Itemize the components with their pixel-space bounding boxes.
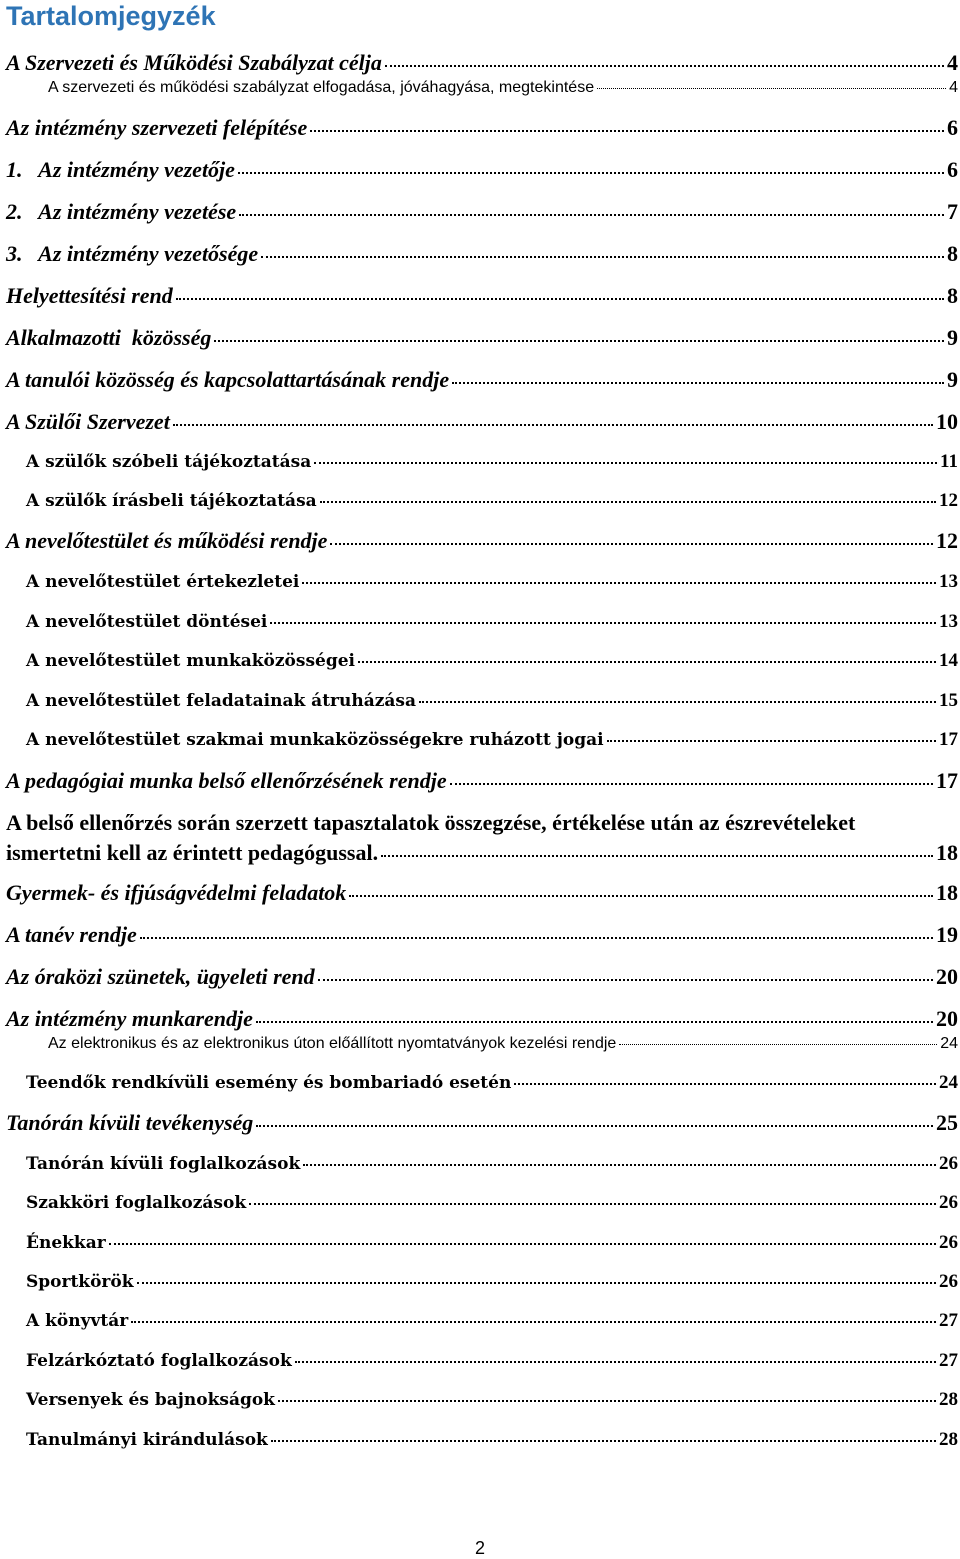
- toc-entry-label: Felzárkóztató foglalkozások: [26, 1351, 292, 1371]
- page-title: Tartalomjegyzék: [6, 1, 216, 31]
- toc-entry[interactable]: [6, 117, 958, 139]
- toc-entry[interactable]: [6, 882, 958, 904]
- toc-entry[interactable]: [6, 966, 958, 988]
- toc-entry-page: 10: [936, 409, 958, 434]
- dot-leader: [310, 130, 944, 132]
- toc-entry-page: 26: [939, 1271, 958, 1292]
- dot-leader: [385, 65, 944, 67]
- toc-entry-page: 27: [939, 1310, 958, 1331]
- toc-entry[interactable]: [6, 411, 958, 433]
- toc-entry-page: 28: [939, 1429, 958, 1450]
- dot-leader: [450, 783, 933, 785]
- toc-entry-page: 7: [947, 199, 958, 224]
- toc-entry-label: Az intézmény szervezeti felépítése: [6, 115, 308, 140]
- toc-entry-label: Teendők rendkívüli esemény és bombariadó esetén: [26, 1073, 512, 1093]
- toc-entry-label: A nevelőtestület értekezletei: [26, 572, 300, 592]
- toc-entry[interactable]: [6, 201, 958, 223]
- toc-entry-page: 27: [939, 1350, 958, 1371]
- dot-leader: [302, 582, 936, 584]
- toc-entry[interactable]: [6, 770, 958, 792]
- dot-leader: [239, 214, 944, 216]
- toc-entry-page: 19: [936, 922, 958, 947]
- toc-entry-page: 8: [947, 283, 958, 308]
- dot-leader: [261, 256, 944, 258]
- toc-entry-page: 26: [939, 1153, 958, 1174]
- toc-entry[interactable]: [26, 452, 958, 471]
- toc-entry-label: A szervezeti és működési szabályzat elfogadása, jóváhagyása, megtekintése: [48, 79, 595, 96]
- toc-entry-page: 9: [947, 367, 958, 392]
- dot-leader: [330, 543, 933, 545]
- dot-leader: [238, 172, 944, 174]
- toc-entry-label: Tanulmányi kirándulások: [26, 1430, 268, 1450]
- dot-leader: [349, 895, 933, 897]
- dot-leader: [176, 298, 944, 300]
- dot-leader: [318, 979, 933, 981]
- toc-entry-label: A nevelőtestület és működési rendje: [6, 528, 328, 553]
- toc-entry-label: Alkalmazotti közösség: [6, 325, 212, 350]
- page-number: 2: [474, 1538, 485, 1558]
- dot-leader: [597, 88, 946, 89]
- toc-entry[interactable]: [6, 285, 958, 307]
- toc-entry-label: Tanórán kívüli tevékenység: [6, 1110, 254, 1135]
- toc-entry-label: 1. Az intézmény vezetője: [6, 157, 235, 182]
- toc-entry[interactable]: [6, 243, 958, 265]
- toc-entry-page: 28: [939, 1389, 958, 1410]
- dot-leader: [270, 622, 936, 624]
- toc-entry-label: A nevelőtestület döntései: [26, 612, 268, 632]
- toc-entry-label: A szülők írásbeli tájékoztatása: [26, 491, 317, 511]
- toc-entry[interactable]: [26, 1390, 958, 1409]
- toc-entry-label: A Szülői Szervezet: [6, 409, 170, 434]
- toc-entry[interactable]: [6, 530, 958, 552]
- toc-entry-label: Tanórán kívüli foglalkozások: [26, 1154, 301, 1174]
- dot-leader: [173, 424, 933, 426]
- toc-entry[interactable]: [26, 691, 958, 710]
- toc-entry-label: A nevelőtestület szakmai munkaközösségekre ruházott jogai: [26, 730, 604, 750]
- dot-leader: [514, 1083, 936, 1085]
- dot-leader: [358, 661, 936, 663]
- toc-entry-label: A tanév rendje: [6, 922, 137, 947]
- toc-entry[interactable]: [26, 1193, 958, 1212]
- dot-leader: [131, 1321, 936, 1323]
- toc-entry[interactable]: [26, 1154, 958, 1173]
- toc-entry-page: 4: [949, 79, 958, 96]
- toc-entry-page: 12: [936, 528, 958, 553]
- toc-entry[interactable]: [6, 327, 958, 349]
- dot-leader: [303, 1164, 936, 1166]
- toc-entry-page: 18: [936, 880, 958, 905]
- toc-entry-label: 3. Az intézmény vezetősége: [6, 241, 259, 266]
- toc-entry-page: 11: [940, 451, 958, 472]
- dot-leader: [109, 1243, 936, 1245]
- toc-entry-label: Gyermek- és ifjúságvédelmi feladatok: [6, 880, 347, 905]
- dot-leader: [619, 1044, 937, 1045]
- toc-entry[interactable]: [6, 369, 958, 391]
- dot-leader: [256, 1125, 933, 1127]
- toc-entry-page: 15: [939, 690, 958, 711]
- toc-entry-label: A Szervezeti és Működési Szabályzat célja: [6, 50, 382, 75]
- toc-entry-page: 13: [939, 611, 958, 632]
- toc-entry-page: 24: [940, 1035, 958, 1052]
- toc-entry-label: Az elektronikus és az elektronikus úton előállított nyomtatványok kezelési rendje: [48, 1035, 617, 1052]
- toc-entry-label: Az óraközi szünetek, ügyeleti rend: [6, 964, 315, 989]
- toc-entry[interactable]: [6, 159, 958, 181]
- toc-entry-label: A tanulói közösség és kapcsolattartásának rendje: [6, 367, 450, 392]
- toc-entry[interactable]: [26, 651, 958, 670]
- toc-entry[interactable]: [26, 1073, 958, 1092]
- dot-leader: [214, 340, 944, 342]
- toc-entry-label: A nevelőtestület munkaközösségei: [26, 651, 356, 671]
- dot-leader: [278, 1400, 936, 1402]
- toc-entry-page: 9: [947, 325, 958, 350]
- toc-entry[interactable]: [26, 1311, 958, 1330]
- toc-entry[interactable]: [26, 572, 958, 591]
- toc-entry-label: Az intézmény munkarendje: [6, 1006, 253, 1031]
- toc-entry-page: 4: [947, 50, 958, 75]
- toc-entry-label: Sportkörök: [26, 1272, 134, 1292]
- toc-entry-label: A könyvtár: [26, 1311, 129, 1331]
- toc-entry[interactable]: [6, 924, 958, 946]
- dot-leader: [452, 382, 944, 384]
- toc-entry-label: Énekkar: [26, 1233, 106, 1253]
- toc-entry[interactable]: [48, 80, 958, 96]
- toc-entry-page: 6: [947, 115, 958, 140]
- toc-entry[interactable]: [26, 612, 958, 631]
- toc-entry-page: 14: [939, 650, 958, 671]
- toc-entry[interactable]: [26, 730, 958, 749]
- toc-entry-page: 20: [936, 1006, 958, 1031]
- toc-entry-page: 24: [939, 1072, 958, 1093]
- dot-leader: [419, 701, 936, 703]
- toc-entry[interactable]: [6, 1112, 958, 1134]
- toc-entry-page: 8: [947, 241, 958, 266]
- toc-entry-label: A pedagógiai munka belső ellenőrzésének rendje: [6, 768, 447, 793]
- toc-entry-page: 26: [939, 1232, 958, 1253]
- toc-entry-label: Szakköri foglalkozások: [26, 1193, 247, 1213]
- toc-entry-multiline[interactable]: [6, 808, 958, 868]
- toc-entry[interactable]: [6, 1008, 958, 1030]
- dot-leader: [140, 937, 933, 939]
- toc-entry-page: 20: [936, 964, 958, 989]
- dot-leader: [271, 1440, 936, 1442]
- toc-entry-label: A szülők szóbeli tájékoztatása: [26, 452, 312, 472]
- toc-entry-label: A nevelőtestület feladatainak átruházása: [26, 691, 416, 711]
- dot-leader: [320, 501, 936, 503]
- dot-leader: [249, 1203, 936, 1205]
- toc-entry-page: 13: [939, 571, 958, 592]
- dot-leader: [381, 855, 933, 857]
- dot-leader: [256, 1021, 933, 1023]
- toc-entry-page: 18: [936, 840, 958, 865]
- dot-leader: [295, 1361, 936, 1363]
- toc-entry[interactable]: [48, 1036, 958, 1052]
- toc-entry-page: 12: [939, 490, 958, 511]
- toc-entry-label-line1: A belső ellenőrzés során szerzett tapasztalatok összegzése, értékelése után az észrevételeket: [6, 810, 856, 835]
- toc-entry-label-line2: ismertetni kell az érintett pedagógussal.: [6, 840, 379, 865]
- toc-entry[interactable]: [26, 1272, 958, 1291]
- toc-entry[interactable]: [26, 491, 958, 510]
- dot-leader: [137, 1282, 936, 1284]
- toc-entry[interactable]: [26, 1430, 958, 1449]
- toc-entry-page: 17: [936, 768, 958, 793]
- toc-entry[interactable]: [26, 1233, 958, 1252]
- toc-entry[interactable]: [26, 1351, 958, 1370]
- toc-entry-page: 17: [939, 729, 958, 750]
- toc-entry-label: 2. Az intézmény vezetése: [6, 199, 237, 224]
- dot-leader: [314, 462, 937, 464]
- toc-entry-page: 25: [936, 1110, 958, 1135]
- toc-entry[interactable]: [6, 52, 958, 74]
- toc-entry-label: Versenyek és bajnokságok: [26, 1390, 275, 1410]
- toc-entry-page: 26: [939, 1192, 958, 1213]
- dot-leader: [607, 740, 936, 742]
- toc-entry-page: 6: [947, 157, 958, 182]
- toc-entry-label: Helyettesítési rend: [6, 283, 173, 308]
